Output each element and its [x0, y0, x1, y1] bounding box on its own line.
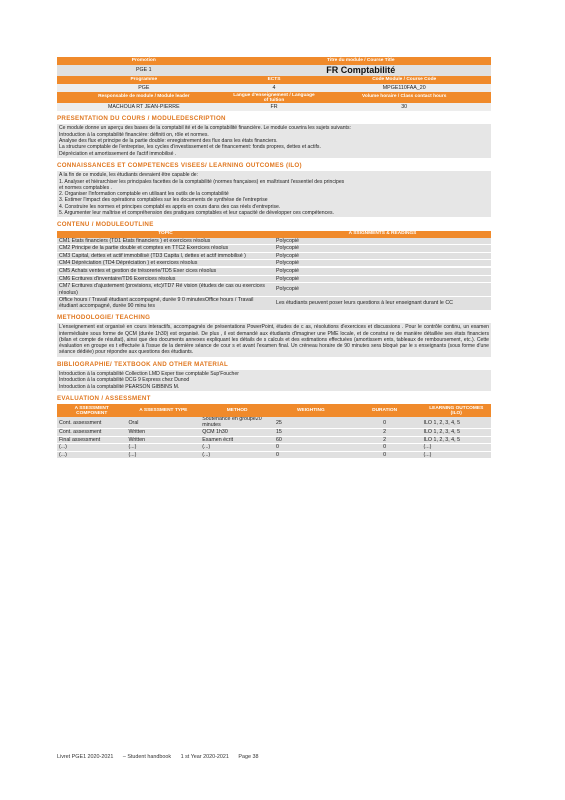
eval-header: A SSESSMENT COMPONENT: [57, 404, 126, 417]
eval-cell: Written: [128, 436, 146, 443]
eval-cell: ILO 1, 2, 3, 4, 5: [423, 436, 461, 443]
topic-cell: Office hours / Travail étudiant accompagné, durée 9 0 minutesOffice hours / Travail étudiant accompagné, durée 90 minu tes: [59, 297, 254, 310]
programme-value: PGE: [138, 84, 150, 91]
course-title: FR Comptabilité: [326, 65, 396, 76]
footer-handbook: – Student handbook: [122, 754, 172, 760]
topic-cell: CM4 Dépréciation (TD4 Dépréciation ) et exercices résolus: [59, 260, 198, 266]
eval-cell: (...): [59, 444, 67, 451]
competence-line: 4. Construire les normes et principes comptabl es appris en cours dans des cas réels d'entreprise.: [59, 203, 281, 210]
eval-cell: Cont. assessment: [59, 419, 102, 426]
methodologie-text: L'enseignement est organisé en cours interactifs, accompagnés de présentations PowerPoint, études de c as, résolutions d'exercices et discussions . Pour le contrôle continu, un examen intermédiaire sous forme de QCM (durée 1h30) est organisé. De plus , il est demandé aux étudiants d'imaginer une PME locale, et de construi re de manière détaillée ses états financiers (bilan et compte de résultat), ainsi que des documents annexes expliquant les détails de s calculs et des estimations effectuées (amortissem ents, tableaux de remboursement, etc.). Cette évaluation en groupe es t effectuée à l'issue de la dernière séance de cour s et avant l'examen final. Un créneau horaire de 90 minutes sera bloqué par le s enseignants (sous forme d'une séance dédiée) pour répondre aux questions des étudiants.: [59, 324, 489, 356]
eval-cell: Final assessment: [59, 436, 101, 443]
eval-cell: 60: [275, 436, 282, 443]
competence-line: 3. Estimer l'impact des opérations comptables sur les documents de synthèse de l'entreprise: [59, 197, 268, 204]
presentation-title: PRESENTATION DU COURS / MODULEDESCRIPTION: [57, 115, 226, 122]
langue-value: FR: [270, 103, 278, 110]
methodologie-title: METHODOLOGIE/ TEACHING: [57, 313, 151, 321]
ects-label: ECTS: [231, 76, 318, 84]
presentation-line: Introduction à la comptabilité financière: définiti on, rôle et normes.: [59, 131, 209, 138]
promotion-value: PGE 1: [135, 67, 152, 74]
eval-cell: 2: [383, 429, 387, 436]
contenu-table: [57, 231, 491, 310]
eval-cell: 0: [383, 444, 387, 451]
contenu-title: CONTENU / MODULEOUTLINE: [57, 221, 154, 229]
footer-page: Page 38: [238, 754, 259, 760]
eval-cell: ILO 1, 2, 3, 4, 5: [423, 419, 461, 426]
eval-row: [57, 417, 491, 429]
eval-header: METHOD: [200, 404, 274, 417]
volume-label: Volume horaire / Class contact hours: [317, 92, 491, 103]
competence-line: A la fin de ce module, les étudiants devraient être capable de:: [59, 172, 199, 179]
assign-cell: Polycopié: [276, 275, 299, 282]
bibliographie-title: BIBLIOGRAPHIE/ TEXTBOOK AND OTHER MATERIAL: [57, 360, 229, 368]
eval-row: [57, 451, 491, 458]
competence-line: 1. Analyser et hiérarchiser les principales facettes de la comptabilité (normes françaises) en maîtrisant l'essentiel des principes: [59, 178, 345, 185]
assign-cell: Polycopié: [276, 260, 299, 266]
footer-booklet: Livret PGE1 2020-2021: [57, 754, 114, 760]
eval-cell: (...): [128, 444, 137, 451]
eval-header: A SSESSMENT TYPE: [126, 404, 200, 417]
bibliography-item: Introduction à la comptabilité Collection LMD Exper tise comptable Sup'Foucher: [59, 371, 239, 378]
code-label: Code Module / Course Code: [317, 76, 491, 84]
presentation-line: Analyse des flux et principe de la partie double: enregistrement des flux dans les états financiers.: [59, 138, 278, 144]
eval-cell: Examen écrit: [202, 436, 234, 443]
competences-title: CONNAISSANCES ET COMPETENCES VISEES/ LEARNING OUTCOMES (ILO): [57, 161, 302, 169]
course-title-label: Titre du module / Course Title: [231, 57, 491, 65]
eval-cell: Written: [128, 429, 146, 436]
langue-label: Langue d'enseignement / Language of tuition: [231, 92, 318, 103]
eval-header: WEIGHTING: [274, 404, 348, 417]
eval-cell: Oral: [128, 419, 139, 426]
code-value: MPGE110FAA_20: [382, 84, 426, 91]
topic-cell: CM2 Principe de la partie double et comptes en TTC2 Exercices résolus: [59, 245, 229, 252]
topic-header: TOPIC: [57, 231, 274, 238]
topic-cell: CM3 Capital, dettes et actif immobilisé (TD3 Capita l, dettes et actif immobilisé ): [59, 252, 246, 259]
topic-cell: CM5 Achats ventes et gestion de trésorerie/TD5 Exer cices résolus: [59, 268, 217, 275]
topic-cell: CM7 Ecritures d'ajustement (provisions, etc)/TD7 Ré vision (études de cas ou exercices résolus): [59, 283, 265, 296]
eval-cell: (...): [423, 451, 432, 458]
page-footer: [57, 754, 266, 760]
topic-cell: CM6 Ecritures d'inventaire/TD6 Exercices résolus: [59, 275, 176, 282]
assign-cell: Polycopié: [276, 245, 299, 252]
presentation-line: La structure comptable de l'entreprise, les cycles d'investissement et de financement: fonds propres, dettes et actifs.: [59, 144, 321, 151]
assignments-header: A SSIGNMENTS & READINGS: [274, 231, 491, 238]
eval-header: DURATION: [348, 404, 422, 417]
topic-cell: CM1 Etats financiers (TD1 Etats financiers ) et exercices résolus: [59, 237, 211, 244]
evaluation-table: [57, 404, 491, 458]
eval-cell: Cont. assessment: [59, 429, 102, 436]
competences-box: [57, 171, 491, 217]
presentation-line: Ce module donne un aperçu des bases de la comptabil ité et de la comptabilité financière. Le module couvrira les sujets suivants:: [59, 125, 351, 132]
eval-cell: Soutenance en groupe20 minutes: [202, 417, 262, 428]
eval-cell: (...): [128, 451, 137, 458]
responsable-label: Responsable de module / Module leader: [57, 92, 231, 103]
eval-cell: 15: [275, 429, 282, 436]
eval-row: [57, 429, 491, 436]
competence-line: 5. Argumenter leur maîtrise et compréhension des pratiques comptables et leur capacité de développer ces compétences.: [59, 210, 334, 217]
footer-year: 1 st Year 2020-2021: [180, 754, 229, 760]
eval-cell: 0: [383, 419, 387, 426]
eval-row: [57, 436, 491, 443]
module-header-table: [57, 57, 491, 76]
eval-cell: 0: [275, 451, 279, 458]
module-sheet: [57, 57, 491, 458]
responsable-value: MACHOUA RT JEAN-PIERRE: [107, 103, 180, 110]
assign-cell: Les étudiants peuvent poser leurs questions à leur enseignant durant le CC: [276, 300, 453, 307]
promotion-label: Promotion: [57, 57, 231, 65]
eval-row: [57, 444, 491, 451]
eval-header: LEARNING OUTCOMES (ILO): [422, 404, 492, 417]
presentation-line: Dépréciation et amortissement de l'actif immobilisé .: [59, 150, 177, 157]
presentation-box: [57, 124, 491, 157]
eval-cell: 25: [275, 419, 282, 426]
eval-cell: (...): [202, 444, 211, 451]
ects-value: 4: [272, 84, 276, 91]
assign-cell: Polycopié: [276, 286, 299, 293]
bibliography-item: Introduction à la comptabilité DCG 9 Express chez Dunod: [59, 377, 190, 384]
eval-cell: ILO 1, 2, 3, 4, 5: [423, 429, 461, 436]
evaluation-title: EVALUATION / ASSESSMENT: [57, 395, 151, 403]
assign-cell: Polycopié: [276, 268, 299, 275]
programme-label: Programme: [57, 76, 231, 84]
assign-cell: Polycopié: [276, 237, 299, 244]
competence-line: et normes comptables .: [59, 184, 112, 191]
bibliography-item: Introduction à la comptabilité PEARSON GIBBINS M.: [59, 383, 180, 390]
bibliographie-box: [57, 370, 491, 391]
eval-cell: 0: [275, 444, 279, 451]
assign-cell: Polycopié: [276, 252, 299, 259]
eval-cell: 0: [383, 451, 387, 458]
eval-cell: QCM 1h30: [202, 429, 228, 436]
eval-cell: (...): [59, 451, 67, 458]
competence-line: 2. Organiser l'information comptable en utilisant les outils de la comptabilité: [59, 191, 229, 198]
eval-cell: (...): [423, 444, 432, 451]
volume-value: 30: [401, 103, 408, 110]
eval-cell: (...): [202, 451, 211, 458]
eval-cell: 2: [383, 436, 387, 443]
programme-table: [57, 76, 491, 111]
